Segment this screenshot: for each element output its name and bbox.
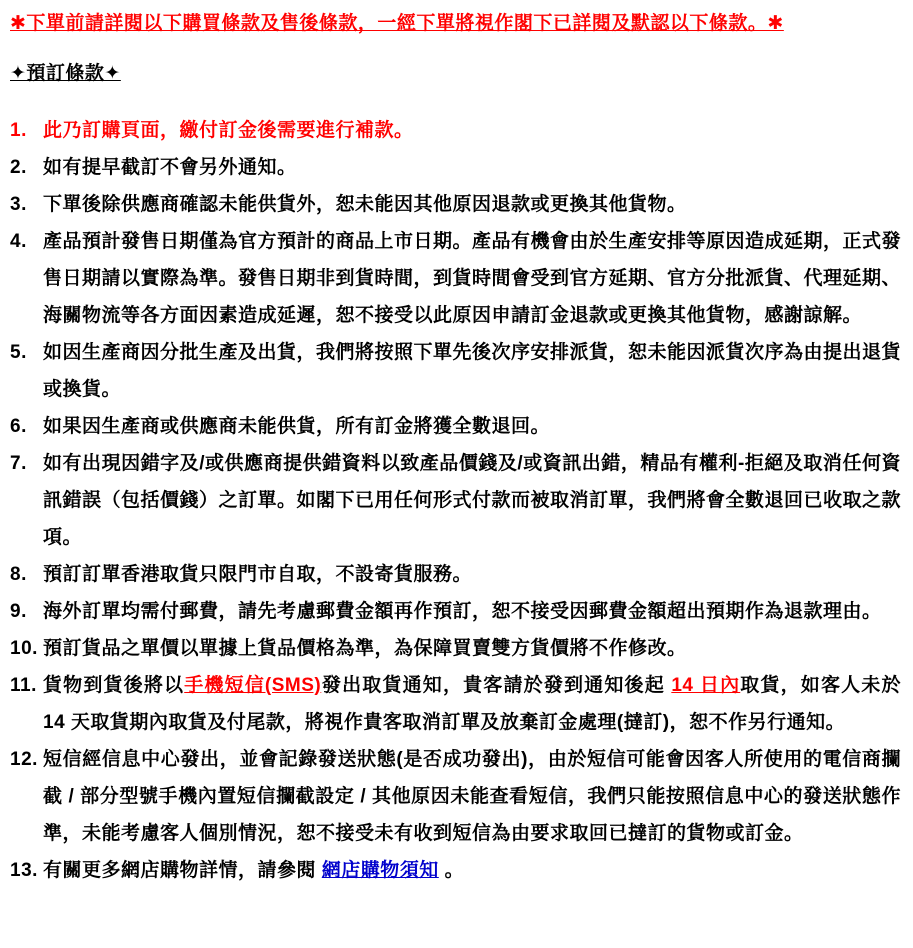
term-number: 12.	[10, 749, 38, 770]
term-text-segment: 如有提早截訂不會另外通知。	[43, 157, 297, 178]
highlighted-text: 手機短信(SMS)	[184, 675, 322, 696]
term-text-segment: 取貨，如客人未於 14 天取貨期內取貨及付尾款，將視作貴客取消訂單及放棄訂金處理(撻訂)，恕不作另行通知。	[43, 675, 901, 733]
term-text	[43, 408, 901, 445]
term-number: 3.	[10, 194, 27, 215]
term-text-segment: 有關更多網店購物詳情，請參閱	[43, 860, 322, 881]
term-text-segment: 如有出現因錯字及/或供應商提供錯資料以致產品價錢及/或資訊出錯，精品有權利-拒絕及取消任何資訊錯誤（包括價錢）之訂單。如閣下已用任何形式付款而被取消訂單，我們將會全數退回已收取之款項。	[43, 453, 902, 548]
term-number: 2.	[10, 157, 27, 178]
term-text	[43, 556, 901, 593]
term-item-1	[10, 112, 901, 149]
term-number: 11.	[10, 675, 37, 696]
term-text-segment: 此乃訂購頁面，繳付訂金後需要進行補款。	[43, 120, 414, 141]
term-number: 1.	[10, 120, 27, 141]
term-item-13	[10, 852, 901, 889]
term-item-5	[10, 334, 901, 408]
term-text	[43, 593, 901, 630]
term-text-segment: 海外訂單均需付郵費，請先考慮郵費金額再作預訂，恕不接受因郵費金額超出預期作為退款理由。	[43, 601, 882, 622]
term-item-7	[10, 445, 901, 556]
term-number: 6.	[10, 416, 27, 437]
term-item-4	[10, 223, 901, 334]
term-text	[43, 112, 901, 149]
term-number: 13.	[10, 860, 38, 881]
store-shopping-guide-link[interactable]: 網店購物須知	[321, 860, 439, 881]
term-text	[43, 334, 901, 408]
term-text-segment: 如因生產商因分批生產及出貨，我們將按照下單先後次序安排派貨，恕未能因派貨次序為由提出退貨或換貨。	[43, 342, 902, 400]
term-number: 10.	[10, 638, 38, 659]
term-item-2	[10, 149, 901, 186]
term-text-segment: 產品預計發售日期僅為官方預計的商品上市日期。產品有機會由於生產安排等原因造成延期，正式發售日期請以實際為準。發售日期非到貨時間，到貨時間會受到官方延期、官方分批派貨、代理延期、海關物流等各方面因素造成延遲，恕不接受以此原因申請訂金退款或更換其他貨物，感謝諒解。	[43, 231, 902, 326]
term-text-segment: 貨物到貨後將以	[43, 675, 185, 696]
term-text-segment: 下單後除供應商確認未能供貨外，恕未能因其他原因退款或更換其他貨物。	[43, 194, 687, 215]
term-number: 9.	[10, 601, 27, 622]
term-text	[43, 186, 901, 223]
purchase-notice-banner: ✱下單前請詳閱以下購買條款及售後條款，一經下單將視作閣下已詳閱及默認以下條款。✱	[10, 13, 784, 34]
term-item-8	[10, 556, 901, 593]
term-item-9	[10, 593, 901, 630]
term-text	[43, 852, 901, 889]
term-text-segment: 發出取貨通知，貴客請於發到通知後起	[321, 675, 672, 696]
term-text-segment: 短信經信息中心發出，並會記錄發送狀態(是否成功發出)，由於短信可能會因客人所使用的電信商攔截 / 部分型號手機內置短信攔截設定 / 其他原因未能查看短信，我們只能按照信息中心的發送狀態作準，未能考慮客人個別情況，恕不接受未有收到短信為由要求取回已撻訂的貨物或訂金。	[43, 749, 901, 844]
term-number: 7.	[10, 453, 27, 474]
term-item-3	[10, 186, 901, 223]
term-text	[43, 445, 901, 556]
terms-list	[10, 112, 901, 889]
term-text	[43, 223, 901, 334]
term-text	[43, 667, 901, 741]
term-text	[43, 741, 901, 852]
term-text-segment: 預訂貨品之單價以單據上貨品價格為準，為保障買賣雙方貨價將不作修改。	[43, 638, 687, 659]
term-number: 5.	[10, 342, 27, 363]
term-item-10	[10, 630, 901, 667]
term-text	[43, 630, 901, 667]
term-number: 4.	[10, 231, 27, 252]
term-item-11	[10, 667, 901, 741]
term-text	[43, 149, 901, 186]
section-title-preorder-terms: ✦預訂條款✦	[10, 63, 121, 84]
term-text-segment: 如果因生產商或供應商未能供貨，所有訂金將獲全數退回。	[43, 416, 551, 437]
term-number: 8.	[10, 564, 27, 585]
term-item-6	[10, 408, 901, 445]
term-text-segment: 預訂訂單香港取貨只限門市自取，不設寄貨服務。	[43, 564, 473, 585]
highlighted-text: 14 日內	[671, 675, 741, 696]
term-text-segment: 。	[438, 860, 465, 881]
term-item-12	[10, 741, 901, 852]
